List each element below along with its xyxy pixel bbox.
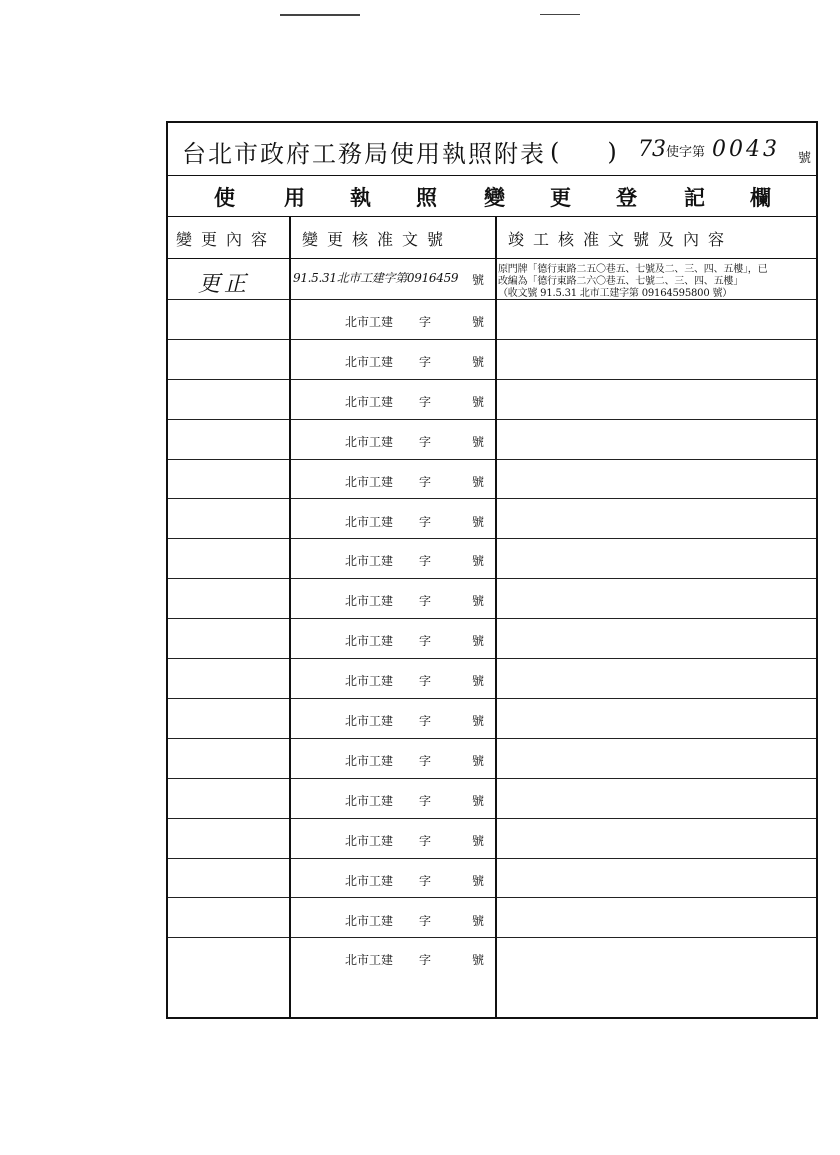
approval-prefix: 北市工建 [345,913,394,928]
approval-zi: 字 [419,474,432,489]
table-row [168,699,816,739]
completion-approval-cell [495,619,820,658]
change-content-cell [168,779,289,818]
approval-zi: 字 [419,394,432,409]
completion-approval-cell [495,859,820,898]
table-row [168,380,816,420]
change-content-cell [168,619,289,658]
approval-zi: 字 [419,873,432,888]
approval-hao: 號 [472,594,485,609]
approval-zi: 字 [419,953,432,968]
approval-zi: 字 [419,354,432,369]
table-row [168,938,816,978]
completion-approval-cell [495,779,820,818]
approval-prefix: 北市工建 [345,833,394,848]
title-paren: ( ) [550,138,617,166]
change-content-cell [168,340,289,379]
approval-no-cell [289,420,495,459]
table-row [168,859,816,899]
approval-no-cell [289,539,495,578]
approval-no-cell [289,579,495,618]
banner-char: 欄 [750,185,771,210]
change-content-cell [168,539,289,578]
approval-hao: 號 [472,913,485,928]
approval-no-cell [289,340,495,379]
completion-approval-cell [495,899,820,938]
approval-hao: 號 [472,753,485,768]
approval-zi: 字 [419,674,432,689]
change-content-cell [168,899,289,938]
table-row [168,460,816,500]
approval-hao: 號 [472,714,485,728]
completion-detail-line: （收文號 91.5.31 北市工建字第 09164595800 號） [498,288,733,299]
approval-prefix: 北市工建 [345,753,394,768]
completion-approval-cell [495,739,820,778]
license-suffix: 號 [798,151,812,166]
change-content-cell [168,938,289,978]
approval-no-cell [289,300,495,339]
scan-artifact-line [280,14,360,16]
approval-no-cell [289,619,495,658]
approval-zi: 字 [419,714,432,728]
change-content-cell [168,739,289,778]
license-appendix-form [166,121,818,1019]
approval-hao: 號 [472,434,485,449]
banner-char: 變 [484,185,505,210]
approval-no-cell [289,739,495,778]
change-content-cell [168,859,289,898]
banner-char: 更 [550,185,571,210]
banner-char: 照 [416,185,437,210]
approval-no-cell [289,819,495,858]
header-change-approval-no: 變更核准文號 [302,230,453,249]
banner-char: 登 [616,185,637,210]
approval-no-handwritten: 91.5.31北市工建字第0916459 [293,271,459,285]
banner-char: 記 [684,185,705,210]
change-content-cell [168,659,289,698]
approval-no-cell [289,779,495,818]
completion-approval-cell [495,340,820,379]
change-content-cell [168,579,289,618]
approval-prefix: 北市工建 [345,434,394,449]
approval-hao: 號 [472,634,485,649]
approval-prefix: 北市工建 [345,714,394,728]
approval-zi: 字 [419,793,432,808]
table-row [168,899,816,939]
header-completion-approval: 竣工核准文號及內容 [508,230,734,249]
license-number-handwritten [638,137,780,162]
approval-prefix: 北市工建 [345,315,394,329]
banner-char: 使 [214,185,235,210]
table-row [168,420,816,460]
approval-no-cell [289,500,495,539]
form-title: 台北市政府工務局使用執照附表 [182,140,546,168]
header-row [168,217,816,259]
change-content-cell [168,300,289,339]
license-number: 0043 [712,137,781,162]
approval-hao: 號 [472,474,485,489]
title-row [168,123,816,176]
completion-approval-cell [495,659,820,698]
change-content-cell [168,420,289,459]
approval-prefix: 北市工建 [345,394,394,409]
completion-approval-cell [495,938,820,978]
approval-no-cell [289,460,495,499]
approval-zi: 字 [419,514,432,529]
approval-prefix: 北市工建 [345,514,394,529]
approval-hao: 號 [472,873,485,888]
change-content-cell [168,460,289,499]
approval-prefix: 北市工建 [345,873,394,888]
completion-detail-line: 原門牌「德行東路二五〇巷五、七號及二、三、四、五樓」，已 [498,264,768,275]
change-content-handwritten: 更正 [198,272,251,297]
approval-no-cell [289,699,495,738]
completion-approval-cell [495,579,820,618]
table-row [168,819,816,859]
approval-prefix: 北市工建 [345,474,394,489]
table-row [168,259,816,300]
approval-hao: 號 [472,315,485,329]
approval-zi: 字 [419,554,432,569]
completion-approval-cell [495,819,820,858]
change-content-cell [168,380,289,419]
banner-char: 用 [284,185,305,210]
banner-char: 執 [350,185,371,210]
completion-approval-cell [495,539,820,578]
table-row [168,579,816,619]
approval-zi: 字 [419,594,432,609]
header-change-content: 變更內容 [176,230,277,249]
column-divider [289,217,291,1019]
approval-zi: 字 [419,434,432,449]
approval-no-cell [289,659,495,698]
approval-zi: 字 [419,753,432,768]
approval-hao: 號 [472,354,485,369]
approval-zi: 字 [419,315,432,329]
approval-hao: 號 [472,674,485,689]
table-row [168,619,816,659]
completion-detail-line: 改編為「德行東路二六〇巷五、七號二、三、四、五樓」 [498,276,743,287]
banner-row [168,176,816,217]
approval-prefix: 北市工建 [345,594,394,609]
license-prefix: 73 [638,137,666,162]
approval-no-cell [289,859,495,898]
completion-approval-cell [495,300,820,339]
change-content-cell [168,699,289,738]
approval-prefix: 北市工建 [345,793,394,808]
approval-prefix: 北市工建 [345,634,394,649]
approval-hao: 號 [472,833,485,848]
license-label: 使字第 [666,145,706,160]
approval-prefix: 北市工建 [345,953,394,968]
completion-approval-cell [495,500,820,539]
table-row [168,539,816,579]
table-row [168,340,816,380]
change-content-cell [168,819,289,858]
approval-prefix: 北市工建 [345,354,394,369]
table-row [168,779,816,819]
approval-prefix: 北市工建 [345,554,394,569]
approval-hao: 號 [472,953,485,968]
change-content-cell [168,500,289,539]
completion-approval-cell [495,420,820,459]
approval-hao: 號 [472,554,485,569]
column-divider [495,217,497,1019]
approval-no-cell [289,938,495,978]
scan-artifact-line [540,14,580,15]
completion-approval-cell [495,380,820,419]
table-row [168,739,816,779]
approval-no-cell [289,899,495,938]
approval-hao: 號 [472,394,485,409]
table-row [168,659,816,699]
approval-prefix: 北市工建 [345,674,394,689]
approval-zi: 字 [419,913,432,928]
completion-approval-cell [495,699,820,738]
approval-zi: 字 [419,833,432,848]
approval-zi: 字 [419,634,432,649]
table-row [168,500,816,540]
approval-hao: 號 [472,273,485,287]
approval-no-cell [289,380,495,419]
approval-hao: 號 [472,793,485,808]
approval-hao: 號 [472,514,485,529]
table-row [168,300,816,340]
completion-approval-cell [495,460,820,499]
